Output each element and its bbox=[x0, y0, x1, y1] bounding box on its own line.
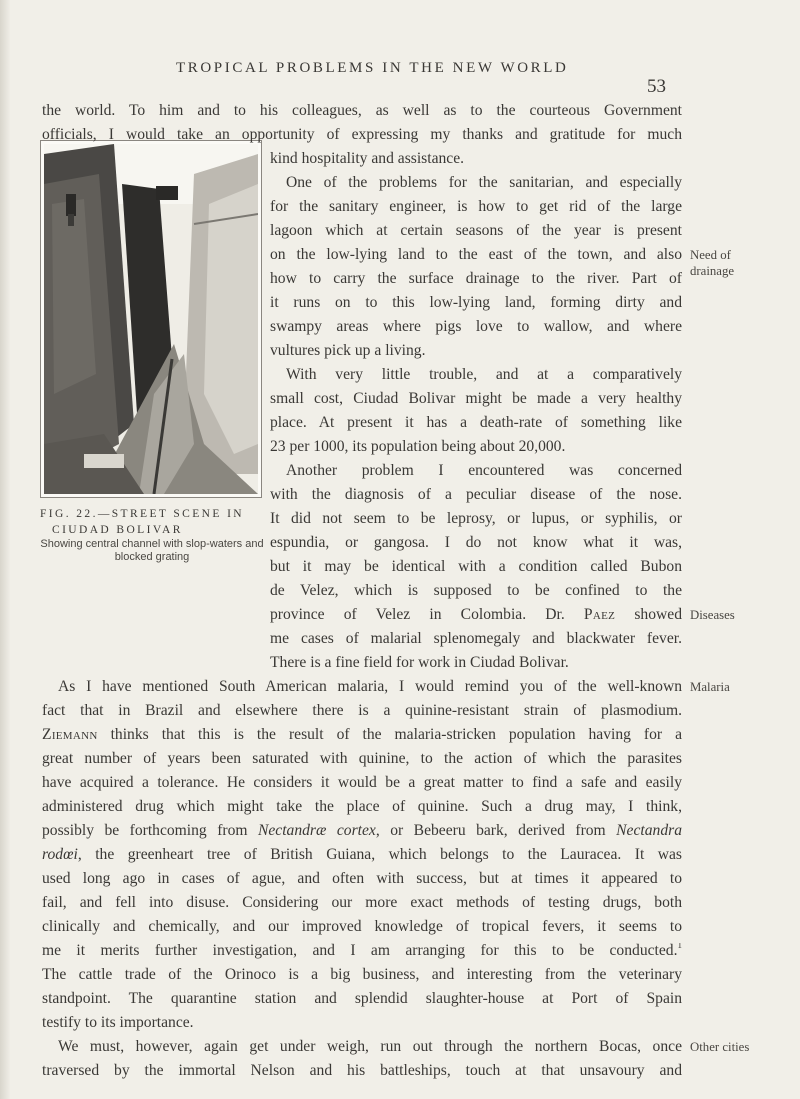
text-line: We must, however, again get under weigh, run out through the northern Bocas, once bbox=[58, 1039, 682, 1055]
text-line: me cases of malarial splenomegaly and blackwater fever. bbox=[270, 631, 682, 647]
text-line: 23 per 1000, its population being about 20,000. bbox=[270, 439, 566, 455]
person-name-ziemann: Ziemann bbox=[42, 727, 98, 743]
person-name-paez: Paez bbox=[583, 607, 616, 623]
text-run: province of Velez in Colombia. Dr. bbox=[270, 607, 584, 623]
latin-term: rodœi bbox=[42, 847, 78, 863]
marginal-note: Need of bbox=[690, 248, 731, 262]
text-line: It did not seem to be leprosy, or lupus, or syphilis, or bbox=[270, 511, 682, 527]
text-line: clinically and chemically, and our improved knowledge of tropical fevers, it seems to bbox=[42, 919, 682, 935]
text-line: As I have mentioned South American malaria, I would remind you of the well-known bbox=[58, 679, 682, 695]
figure-caption-title: FIG. 22.—STREET SCENE IN bbox=[40, 508, 245, 520]
marginal-note: Malaria bbox=[690, 680, 730, 694]
text-run: possibly be forthcoming from bbox=[42, 823, 258, 839]
text-line: small cost, Ciudad Bolivar might be made a very healthy bbox=[270, 391, 682, 407]
text-line: fact that in Brazil and elsewhere there is a quinine-resistant strain of plasmodium. bbox=[42, 703, 682, 719]
text-line: One of the problems for the sanitarian, and especially bbox=[286, 175, 682, 191]
text-line: great number of years been saturated with quinine, to the action of which the parasites bbox=[42, 751, 682, 767]
figure-caption-title-line-2: CIUDAD BOLIVAR bbox=[52, 524, 183, 536]
text-line: but it may be identical with a condition called Bubon bbox=[270, 559, 682, 575]
text-line: There is a fine field for work in Ciudad Bolivar. bbox=[270, 655, 569, 671]
text-line: place. At present it has a death-rate of something like bbox=[270, 415, 682, 431]
text-run: , or Bebeeru bark, derived from bbox=[375, 823, 617, 839]
text-line: espundia, or gangosa. I do not know what it was, bbox=[270, 535, 682, 551]
text-line: Another problem I encountered was concerned bbox=[286, 463, 682, 479]
text-line: the world. To him and to his colleagues, as well as to the courteous Government bbox=[42, 103, 682, 119]
text-line: for the sanitary engineer, is how to get rid of the large bbox=[270, 199, 682, 215]
text-line bbox=[42, 823, 682, 839]
latin-term: Nectandræ cortex bbox=[257, 823, 376, 839]
text-line: kind hospitality and assistance. bbox=[270, 151, 465, 167]
text-run: me it merits further investigation, and I am arranging for this to be conducted. bbox=[42, 943, 678, 959]
text-line bbox=[42, 727, 682, 743]
text-run: , the greenheart tree of British Guiana, which belongs to the Lauracea. It was bbox=[77, 847, 682, 863]
text-line: on the low-lying land to the east of the town, and also bbox=[270, 247, 682, 263]
footnote-marker: 1 bbox=[677, 943, 682, 950]
text-line: officials, I would take an opportunity of expressing my thanks and gratitude for much bbox=[42, 127, 682, 143]
running-head: TROPICAL PROBLEMS IN THE NEW WORLD bbox=[176, 60, 569, 76]
text-run: showed bbox=[615, 607, 682, 623]
text-line: with the diagnosis of a peculiar disease of the nose. bbox=[270, 487, 682, 503]
figure-photo-street-scene bbox=[40, 140, 262, 498]
text-line: lagoon which at certain seasons of the year is present bbox=[270, 223, 682, 239]
page-number: 53 bbox=[647, 76, 666, 97]
text-line: how to carry the surface drainage to the river. Part of bbox=[270, 271, 682, 287]
text-line: standpoint. The quarantine station and splendid slaughter-house at Port of Spain bbox=[42, 991, 682, 1007]
street-scene-image bbox=[44, 144, 258, 494]
latin-term: Nectandra bbox=[616, 823, 682, 839]
text-line: vultures pick up a living. bbox=[270, 343, 426, 359]
text-run: thinks that this is the result of the malaria-stricken population having for a bbox=[97, 727, 682, 743]
text-line: swampy areas where pigs love to wallow, and where bbox=[270, 319, 682, 335]
text-line: administered drug which might take the place of quinine. Such a drug may, I think, bbox=[42, 799, 682, 815]
page-binding-edge bbox=[0, 0, 10, 1099]
text-line: it runs on to this low-lying land, forming dirty and bbox=[270, 295, 682, 311]
text-line: have acquired a tolerance. He considers it would be a great matter to find a safe and easily bbox=[42, 775, 682, 791]
text-line: used long ago in cases of ague, and often with success, but at times it appeared to bbox=[42, 871, 682, 887]
text-line: testify to its importance. bbox=[42, 1015, 194, 1031]
marginal-note: Other cities bbox=[690, 1040, 750, 1054]
marginal-note: drainage bbox=[690, 264, 735, 278]
text-line: With very little trouble, and at a comparatively bbox=[286, 367, 682, 383]
text-line: fail, and fell into disuse. Considering our more exact methods of testing drugs, both bbox=[42, 895, 682, 911]
text-line bbox=[42, 847, 682, 863]
marginal-note: Diseases bbox=[690, 608, 735, 622]
figure-caption-description: Showing central channel with slop-waters and blocked grating bbox=[40, 538, 264, 563]
text-line bbox=[42, 943, 682, 959]
text-line bbox=[270, 607, 682, 623]
text-line: traversed by the immortal Nelson and his battleships, touch at that unsavoury and bbox=[42, 1063, 682, 1079]
text-line: The cattle trade of the Orinoco is a big business, and interesting from the veterinary bbox=[42, 967, 682, 983]
text-line: de Velez, which is supposed to be confined to the bbox=[270, 583, 682, 599]
